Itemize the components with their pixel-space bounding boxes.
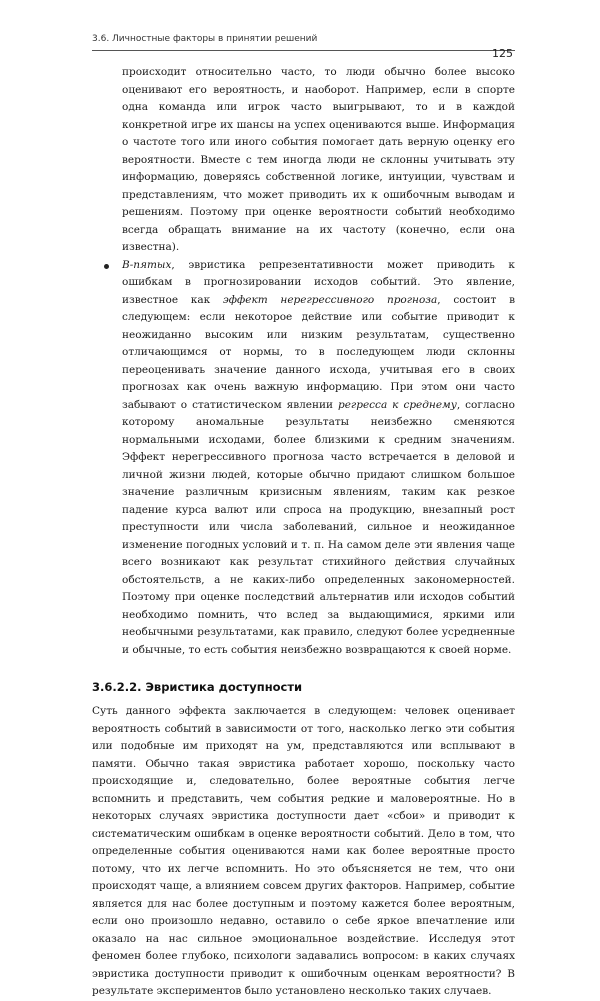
bullet-dot-icon (104, 264, 109, 269)
bullet-text-2: , состоит в следующем: если некоторое действие или событие приводит к неожиданно высоким или низким результатам, существенно отличающимся от нормы, то в последующем люди склонны переоценивать значение данного исхода, учитывая его в своих прогнозах как очень важную информацию. При этом они часто забывают о статистическом явлении (122, 293, 516, 411)
term-regression-to-mean: регресса к среднему (338, 398, 457, 411)
header-rule (92, 50, 515, 51)
bullet-text-1: , эвристика репрезентативности может приводить к ошибкам в прогнозировании исходов событий. Это явление, известное как (122, 258, 515, 306)
section-heading: 3.6.2.2. Эвристика доступности (92, 680, 303, 694)
page-body (92, 64, 515, 1001)
bullet-text-3: , согласно которому аномальные результаты неизбежно сменяются нормальными исходами, более близкими к средним значениям. Эффект нерегрессивного прогноза часто встречается в деловой и личной жизни людей, которые обычно придают слишком большое значение различным кризисным явлениям, таким как резкое падение курса валют или спроса на продукцию, внезапный рост преступности или числа заболеваний, сильное и неожиданное изменение погодных условий и т. п. На самом деле эти явления чаще всего возникают как результат стихийного действия случайных обстоятельств, а не каких-либо определенных закономерностей. Поэтому при оценке последствий альтернатив или исходов событий необходимо помнить, что вслед за выдающимися, яркими или необычными результатами, как правило, следуют более усредненные и обычные, то есть события неизбежно возвращаются к своей норме. (122, 398, 516, 656)
term-nonregressive-forecast: эффект нерегрессивного прогноза (222, 293, 438, 306)
bullet-item-fifth (92, 257, 515, 660)
page-number: 125 (492, 47, 513, 60)
running-head-section: 3.6. Личностные факторы в принятии решений (92, 34, 318, 44)
continuation-paragraph: происходит относительно часто, то люди обычно более высоко оценивают его вероятность, и наоборот. Например, если в спорте одна команда или игрок часто выигрывают, то и в каждой конкретной игре их шансы на успех оцениваются выше. Информация о частоте того или иного события помогает дать верную оценку его вероятности. Вместе с тем иногда люди не склонны учитывать эту информацию, доверяясь собственной логике, интуиции, чувствам и представлениям, что может приводить их к ошибочным выводам и решениям. Поэтому при оценке вероятности событий необходимо всегда обращать внимание на их частоту (конечно, если она известна). (122, 66, 515, 253)
section-paragraph: Суть данного эффекта заключается в следующем: человек оценивает вероятность событий в зависимости от того, насколько легко эти события или подобные им приходят на ум, представляются или всплывают в памяти. Обычно такая эвристика работает хорошо, поскольку часто происходящие и, следовательно, более вероятные события легче вспомнить и представить, чем события редкие и маловероятные. Но в некоторых случаях эвристика доступности дает «сбои» и приводит к систематическим ошибкам в оценке вероятности событий. Дело в том, что определенные события оцениваются нами как более вероятные просто потому, что их легче вспомнить. Но это объясняется не тем, что они происходят чаще, а влиянием совсем других факторов. Например, событие является для нас более доступным и поэтому кажется более вероятным, если оно произошло недавно, оставило о себе яркое впечатление или оказало на нас сильное эмоциональное воздействие. Исследуя этот феномен более глубоко, психологи задавались вопросом: в каких случаях эвристика доступности приводит к ошибочным оценкам вероятности? В результате экспериментов было установлено несколько таких случаев. (92, 705, 515, 997)
bullet-lead: В-пятых (122, 258, 172, 271)
